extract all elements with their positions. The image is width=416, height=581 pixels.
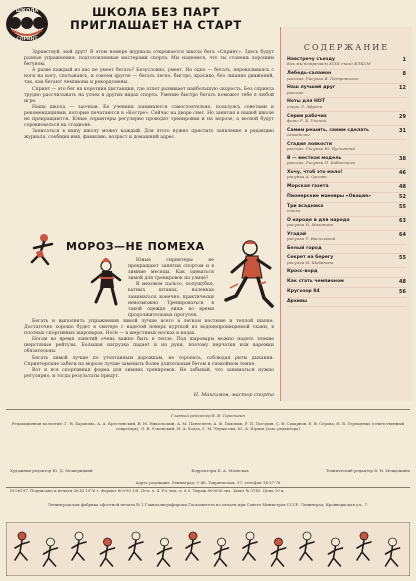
contents-item-page: 12 <box>399 85 406 92</box>
tech-editor: Технический редактор В. Н. Мещалкина <box>325 468 410 473</box>
contents-item <box>287 56 406 70</box>
contents-item-credit: рисунки Т. Васильевой <box>287 236 336 242</box>
contents-panel <box>280 27 412 401</box>
contents-item-page: 48 <box>399 278 406 285</box>
paragraph: Здравствуй, мой друг! В этом номере журнала открывается школа бега «Спринт». Здесь будут разные упражнения, подготовленные мастерами спорта. Мы надеемся, что ты станешь хорошим бегуном. <box>24 50 274 68</box>
decorative-border-illustration <box>6 522 410 576</box>
contents-item <box>287 231 406 245</box>
contents-item-heading: Навстречу съезду <box>287 57 336 63</box>
contents-item-heading: Секрет на берегу <box>287 255 334 261</box>
contents-item-credit: рассказ. Рисунки П. Бабинского <box>287 160 356 166</box>
contents-item <box>287 126 406 140</box>
contents-item-heading: Хочу, чтоб это мало! <box>287 169 343 175</box>
contents-item <box>287 203 406 217</box>
contents-item-heading: Кругозор 84 <box>287 288 320 294</box>
paragraph: В меховом пальто, полушубке, ватных штанах, валенках заниматься, конечно, практически невозможно. Тренироваться в такой одежде лишь во время продолжительных прогулок. <box>128 282 214 318</box>
contents-item <box>287 288 406 298</box>
contents-item-text <box>287 255 394 265</box>
article2-body <box>24 319 274 380</box>
contents-item-text <box>287 114 394 124</box>
article2-signature: Н. Максимов, мастер спорта <box>193 392 274 398</box>
article2-title: МОРОЗ—НЕ ПОМЕХА <box>66 240 205 253</box>
paragraph: Вот и вся спортивная форма для зимних тренировок. Не забывай, что заниматься нужно регулярно, и тогда результаты придут. <box>24 367 274 379</box>
contents-item-page: 55 <box>399 255 406 262</box>
contents-item-text <box>287 194 394 199</box>
contents-item <box>287 140 406 154</box>
contents-item <box>287 155 406 169</box>
article-headline <box>56 6 256 32</box>
contents-item-text <box>287 142 394 152</box>
proofreaders <box>160 468 280 473</box>
contents-item-text <box>287 170 394 180</box>
contents-item-page: 1 <box>402 57 406 64</box>
contents-item-page: 29 <box>399 113 406 120</box>
footer-divider <box>6 409 410 410</box>
contents-item-text <box>287 128 394 138</box>
runner-illustration <box>22 232 62 272</box>
contents-item-text <box>287 85 394 95</box>
contents-item-page: 38 <box>399 155 406 162</box>
headline-line-2: ПРИГЛАШАЕТ НА СТАРТ <box>70 18 242 32</box>
contents-item <box>287 193 406 203</box>
contents-list <box>281 56 412 307</box>
contents-item-credit: рисунки И. Махонина <box>287 222 333 228</box>
contents-item-heading: Угадай <box>287 232 307 238</box>
editorial-address: Адрес редакции: Ленинград, С-46. Таврическая, 37, телефон 14-57-76 <box>135 480 281 485</box>
contents-item <box>287 183 406 193</box>
contents-item-heading: Самим решить, самим сделать <box>287 127 369 133</box>
contents-item-page: 46 <box>399 169 406 176</box>
contents-item-credit: рассказ. Рисунки В. Петровского <box>287 75 359 81</box>
contents-item <box>287 245 406 254</box>
contents-item-text <box>287 279 394 284</box>
contents-item <box>287 298 406 307</box>
paragraph: Наша школа — заочная. Ее ученики занимаются самостоятельно, пользуясь советами и рекомендациями, которые печатаются в «Костре». Сейчас на дворе снег. Но занятия в нашей школе не прекращаются. Юные спринтеры регулярно проводят тренировки и на морозе, а весной будут соревноваться на стадионе. <box>24 104 274 129</box>
contents-item-credit: стихи <box>287 208 301 214</box>
print-info: M-28197. Подписано к печати 26.XI 1976 г. Формат 60×90 1/8. Печ. л. 4. Уч.-изд. л. 6,5. Тираж 800000 экз. Заказ № 3740. Цена 20 к. <box>10 488 285 493</box>
paragraph: Бегать и выполнять упражнения зимой лучше всего в легком костюме и теплой шапке. Достаточно хорошо будет в свитере с надетой поверх курткой из водонепроницаемой ткани, в плотных спортивных шароварах. Ноги — в шерстяных носках и кедах. <box>24 319 274 337</box>
logo-top-text: ШКОЛА <box>15 8 39 14</box>
contents-item-heading: В — местная модель <box>287 155 342 161</box>
contents-item-text <box>287 218 394 228</box>
contents-item-heading: Белый город <box>287 246 322 252</box>
contents-item-heading: Наш лучший друг <box>287 85 336 91</box>
paragraph: Записаться в нашу школу может каждый. Для этого нужно прислать заявление в редакцию журнала, сообщив имя, фамилию, возраст и домашний адрес. <box>24 129 274 141</box>
paragraph: Спринт — это бег на короткие дистанции, где атлет развивает наибольшую скорость. Без спринта трудно рассчитывать на успех в других видах спорта. Умение быстро бегать поможет тебе в любой игре. <box>24 86 274 104</box>
winter-runner-illustration <box>84 258 124 308</box>
paragraph: Бегать зимой лучше по утоптанным дорожкам, не торопясь, соблюдая ритм дыхания. Спринтерские забеги на морозе лучше заменить более длительным бегом в спокойном темпе. <box>24 355 274 367</box>
contents-item-page: 64 <box>399 232 406 239</box>
contents-item-credit: фото Р. Б. Ухиной <box>287 117 327 123</box>
contents-item <box>287 169 406 183</box>
contents-item-page: 63 <box>399 217 406 224</box>
contents-item-text <box>287 57 394 67</box>
contents-item <box>287 70 406 84</box>
editorial-board: Редакционная коллегия: Г. Н. Баранова, А. А. Крестинский, В. М. Никольский, А. М. Пантелеев, А. Ф. Пахомов, Р. П. Погодин, С. В. Сахарнов, Е. В. Серова, Н. В. Терещенко (ответственный секретарь), Л. В. Успенский, Н. А. Ходза, Г. М. Черкасова, Ю. А. Юрков (зам. редактора) <box>11 421 405 432</box>
contents-item-heading: Кросс-ворд <box>287 269 318 275</box>
contents-item-text <box>287 246 394 251</box>
contents-item-page: 8 <box>402 71 406 78</box>
paragraph: А разве каждый из вас не умеет бегать? Безусловно, умеет. Но одно — бегать, переваливаясь с ноги на ногу, спотыкаясь, и совсем другое — бегать легко, быстро, красиво, без лишних движений, так, как бегают чемпионы и рекордсмены. <box>24 68 274 86</box>
contents-item-credit: рассказ. Рисунки Ю. Бусыгиной <box>287 145 355 151</box>
contents-item-heading: Ноты для НОТ <box>287 99 325 105</box>
contents-item <box>287 278 406 288</box>
contents-item-heading: Как стать чемпионом <box>287 278 344 284</box>
contents-item-heading: Лебедь-саламон <box>287 71 332 77</box>
contents-item-text <box>287 299 394 304</box>
contents-item-heading: Стадия ловкости <box>287 141 332 147</box>
contents-title: СОДЕРЖАНИЕ <box>303 43 390 52</box>
logo-bottom-text: СПРИНТ <box>16 37 38 42</box>
contents-item-credit: рисунки И. Шабанова <box>287 259 334 265</box>
intro-article-body <box>24 50 274 141</box>
contents-item-credit: рассказ <box>287 89 304 95</box>
contents-item-text <box>287 289 394 294</box>
contents-item-text <box>287 204 394 214</box>
contents-item <box>287 268 406 277</box>
contents-item <box>287 254 406 268</box>
contents-item-credit: рисунки А. Орлова <box>287 174 327 180</box>
contents-item <box>287 84 406 98</box>
paragraph: Юные спринтеры не прекращают занятия спортом и в зимние месяцы. Как одеваться зимой для тренировок на улице? <box>128 258 214 282</box>
sprint-school-logo <box>4 4 50 44</box>
art-editor: Художник-редактор Ю. Д. Межерицкий <box>10 468 93 473</box>
headline-line-1: ШКОЛА БЕЗ ПАРТ <box>92 5 220 19</box>
contents-item <box>287 112 406 126</box>
contents-item-heading: Пионерские маневры «Овация» <box>287 193 372 199</box>
contents-item-heading: Архивы <box>287 298 308 304</box>
contents-item-page: 31 <box>399 127 406 134</box>
sprinter-illustration <box>218 238 276 318</box>
contents-item-heading: О народе и для народа <box>287 217 350 223</box>
contents-item <box>287 217 406 231</box>
contents-item-heading: Морская газета <box>287 183 329 189</box>
article2-side-text <box>128 258 214 319</box>
printing-factory: Ленинградская фабрика офсетной печати № 1 Главполиграфпрома Госкомитета по печати при Совете Министров СССР. Ленинград, Кронверкская ул., 7. <box>47 502 369 507</box>
contents-item-text <box>287 156 394 166</box>
contents-item-page: 55 <box>399 203 406 210</box>
proofreaders-line: Корректоры Б. А. Маевская <box>191 468 249 473</box>
contents-item-credit: Как мы встречаем XVIII съезд ВЛКСМ <box>287 61 371 67</box>
contents-item-credit: очерк Л. Эфроса <box>287 103 323 109</box>
contents-item <box>287 98 406 112</box>
paragraph: Ногам во время занятий очень важно быть в тепле. Под шаровары можно надеть тонкие шерстяные рейтузы. Большая нагрузка падает и на руки, поэтому перчатки или варежки обязательны. <box>24 337 274 355</box>
contents-item-page: 48 <box>399 183 406 190</box>
contents-item-heading: Серии рабочих <box>287 113 327 119</box>
contents-item-page: 56 <box>399 288 406 295</box>
contents-item-page: 52 <box>399 193 406 200</box>
contents-item-text <box>287 99 394 109</box>
contents-item-text <box>287 184 394 189</box>
contents-item-credit: самоделки <box>287 131 310 137</box>
contents-item-heading: Три всадника <box>287 203 324 209</box>
chief-editor: Главный редактор В. В. Торопыгин <box>171 413 245 418</box>
contents-item-text <box>287 71 394 81</box>
contents-item-text <box>287 269 394 274</box>
contents-item-text <box>287 232 394 242</box>
